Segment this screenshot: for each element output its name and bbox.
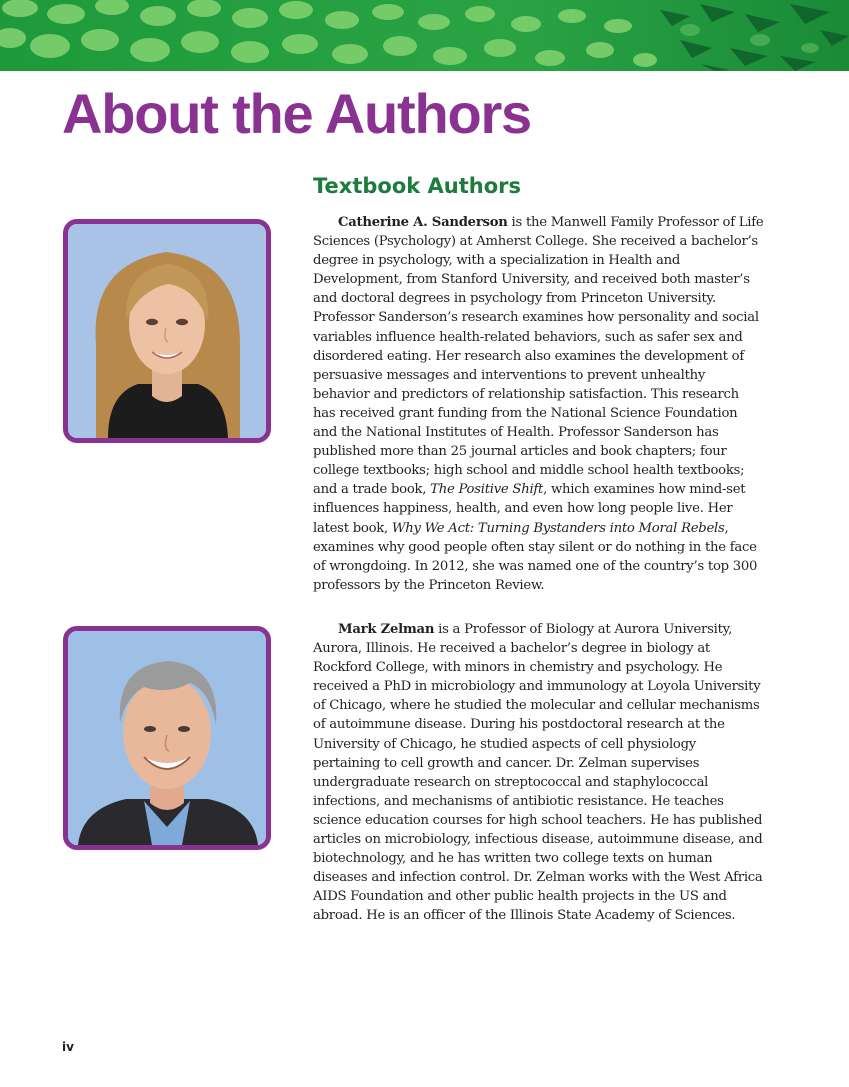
decorative-banner bbox=[0, 0, 849, 71]
dot-pattern-graphic bbox=[0, 0, 849, 71]
portrait-man-graphic bbox=[68, 631, 266, 845]
page-title: About the Authors bbox=[62, 82, 531, 145]
author-bio bbox=[313, 620, 765, 926]
author-name: Catherine A. Sanderson bbox=[338, 215, 508, 230]
portrait-woman-graphic bbox=[68, 224, 266, 438]
bio-text: is a Professor of Biology at Aurora University, Aurora, Illinois. He received a bachelor’s degree in biology at Rockford College, with minors in chemistry and psychology. He received a PhD in microbiology and immunology at Loyola University of Chicago, where he studied the molecular and cellular mechanisms of autoimmune disease. During his postdoctoral research at the University of Chicago, he studied aspects of cell physiology pertaining to cell growth and cancer. Dr. Zelman supervises undergraduate research on streptococcal and staphylococcal infections, and mechanisms of antibiotic resistance. He teaches science education courses for high school teachers. He has published articles on microbiology, infectious disease, autoimmune disease, and biotechnology, and he has written two college texts on human diseases and infection control. Dr. Zelman works with the West Africa AIDS Foundation and other public health projects in the US and abroad. He is an officer of the Illinois State Academy of Sciences. bbox=[313, 622, 763, 924]
bio-text: is the Manwell Family Professor of Life Sciences (Psychology) at Amherst College. She received a bachelor’s degree in psychology, with a specialization in Health and Development, from Stanford University, and received both master’s and doctoral degrees in psychology from Princeton University. Professor Sanderson’s research examines how personality and social variables influence health-related behaviors, such as safer sex and disordered eating. Her research also examines the development of persuasive messages and interventions to prevent unhealthy behavior and predictors of relationship satisfaction. This research has received grant funding from the National Science Foundation and the National Institutes of Health. Professor Sanderson has published more than 25 journal articles and book chapters; four college textbooks; high school and middle school health textbooks; and a trade book, bbox=[313, 215, 764, 498]
section-title: Textbook Authors bbox=[313, 174, 522, 198]
book-title: Why We Act: Turning Bystanders into Moral Rebels bbox=[391, 520, 725, 536]
author-name: Mark Zelman bbox=[338, 622, 435, 637]
book-title: The Positive Shift bbox=[430, 482, 544, 498]
page-number: iv bbox=[62, 1040, 74, 1054]
author-photo-sanderson bbox=[63, 219, 271, 443]
author-photo-zelman bbox=[63, 626, 271, 850]
bio-text: , examines why good people often stay silent or do nothing in the face of wrongdoing. In 2012, she was named one of the country’s top 300 professors by the Princeton Review. bbox=[313, 520, 758, 593]
bio-text: , which examines how mind-set influences happiness, health, and even how long people live. Her latest book, bbox=[313, 482, 746, 536]
author-bio bbox=[313, 213, 765, 595]
